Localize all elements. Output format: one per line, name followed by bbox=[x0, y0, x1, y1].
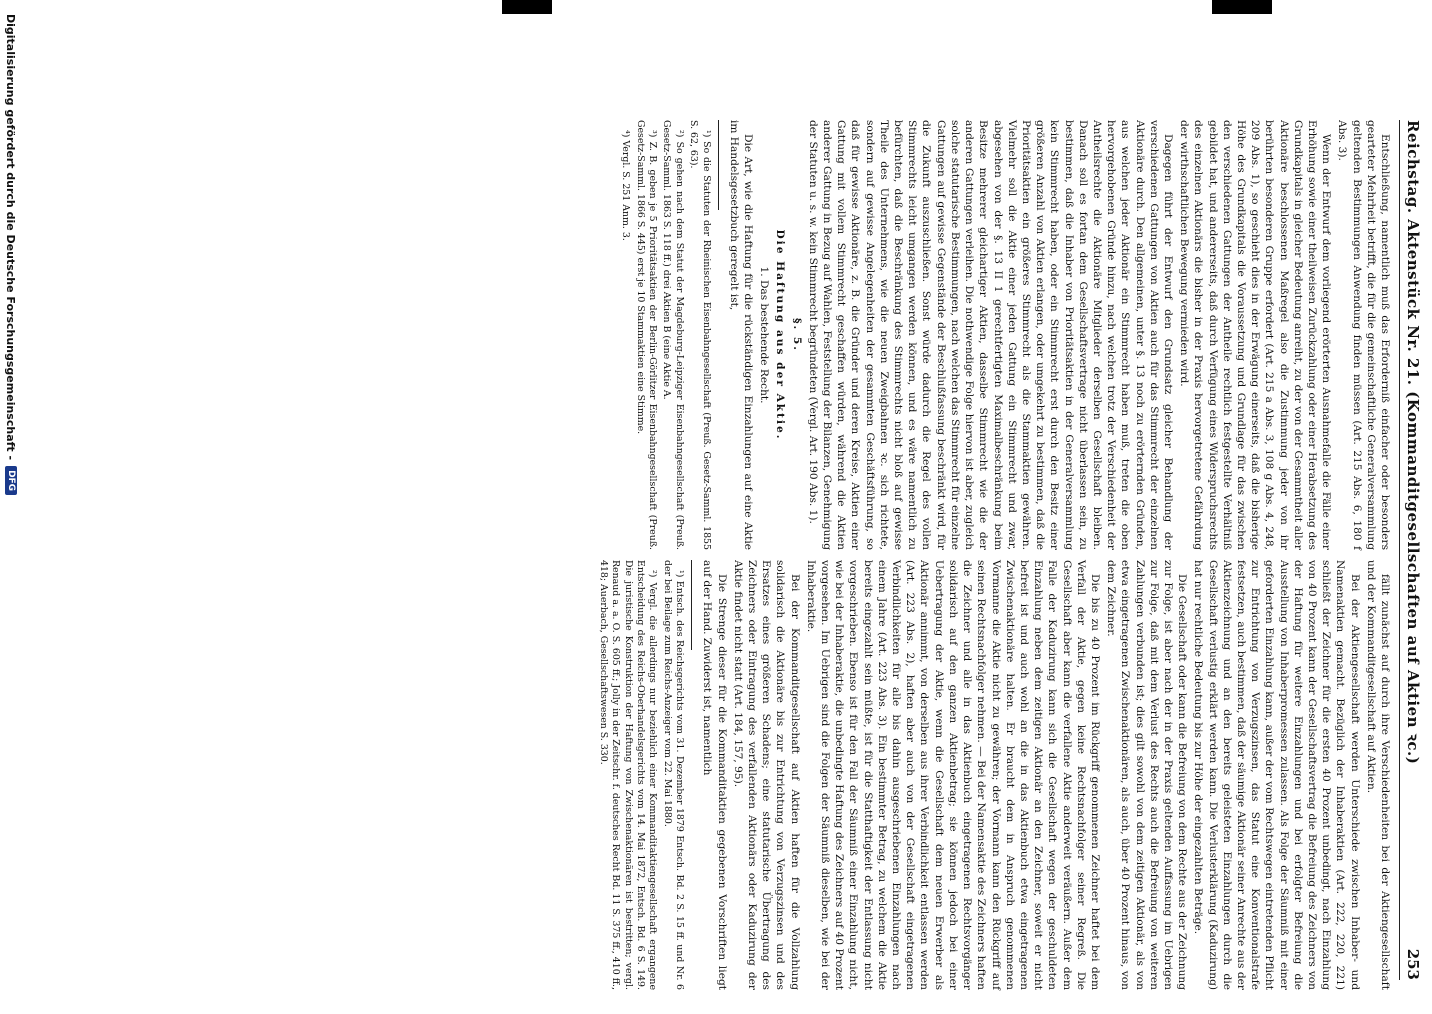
section-title: Die Haftung aus der Aktie. bbox=[774, 229, 787, 441]
dfg-logo: DFG bbox=[5, 466, 17, 495]
paragraph: Wenn der Entwurf dem vorliegend erörterten Ausnahmefalle die Fälle einer Erhöhung sowie einer theilweisen Zurückzahlung oder einer Herabsetzung des Grundkapitals in gleicher Bedeutung anreiht, zu der von der Gesammtheit aller Aktionäre beschlossenen Maßregel also die Zustimmung jeder von ihr berührten besonderen Gruppe erfordert (Art. 215 a Abs. 3, 108 g Abs. 4, 248, 209 Abs. 1), so geschieht dies in der Erwägung einerseits, daß die bisherige Höhe des Grundkapitals die Voraussetzung und Grundlage für das zwischen den verschiedenen Gattungen der Antheile rechtlich festgestellte Verhältniß gebildet hat, und andererseits, daß durch Verfügung eines Widerspruchsrechts des einzelnen Aktionärs die bisher in der Praxis hervorgetretene Gefährdung der wirthschaftlichen Bewegung vermieden wird. bbox=[1178, 120, 1333, 550]
footnote: ¹) So die Statuten der Rheinischen Eisenbahngesellschaft (Preuß. Gesetz-Samml. 1855 S. 62, 63). bbox=[688, 120, 712, 550]
footnote: ³) Z. B. geben je 5 Prioritätsaktien der Berlin-Görlitzer Eisenbahngesellschaft (Preuß. Gesetz-Samml. 1866 S. 445) erst je 10 Stammaktien eine Stimme. bbox=[634, 120, 659, 550]
footnote: ²) So gehen nach dem Statut der Magdeburg-Leipziger Eisenbahngesellschaft (Preuß. Gesetz-Samml. 1863 S. 118 ff.) drei Aktien B (eine Aktie A. bbox=[661, 120, 685, 550]
page-header bbox=[1399, 120, 1426, 980]
paragraph: Bei der Aktiengesellschaft werden Unterschiede zwischen Inhaber- und Namenaktien gemacht. Bezüglich der Inhaberaktien (Art. 222, 220, 221) schließt der Zeichner für die ersten 40 Prozent unbedingt, nach Einzahlung von 40 Prozent kann der Gesellschaftsvertrag die Befreiung des Zeichners von der Haftung für weitere Einzahlungen und bei erfolgter Befreiung die Ausstellung von Inhaberpromessen zulassen. Als Folge der Säumniß mit einer geforderten Einzahlung kann, außer der vom Rechtswegen eintretenden Pflicht zur Entrichtung von Verzugszinsen, das Statut eine Konventionalstrafe festsetzen, auch bestimmen, daß der säumige Aktionär seiner Anrechte aus der Aktienzeichnung und an den bereits geleisteten Einzahlungen durch die Gesellschaft verlustig erklärt werden kann. Die Verlusterklärung (Kaduzirung) hat nur rechtliche Bedeutung bis zur Höhe der eingezahlten Beträge. bbox=[1192, 560, 1361, 990]
paragraph: Die bis zu 40 Prozent im Rückgriff genommenen Zeichner haftet bei dem Verfall der Aktie, gegen keine Rechtsnachfolger seiner Regreß. Die Gesellschaft aber kann die verfallene Aktie anderweit veräußern. Außer dem Falle der Kaduzirung kann sich die Gesellschaft wegen der geschuldeten Einzahlung neben dem zeitigen Aktionär an den Zeichner, soweit er nicht befreit ist und auch wohl an die in das Aktienbuch etwa eingetragenen Zwischenaktionäre halten. Er braucht dem in Anspruch genommenen Vormanne die Aktie nicht zu gewähren; der Vormann kann den Rückgriff auf seinen Rechtsnachfolger nehmen. — Bei der Namensaktie des Zeichners haften die Zeichner und alle in das Aktienbuch eingetragenen Rechtsvorgänger solidarisch auf den ganzen Aktienbetrag; sie können jedoch bei einer Uebertragung der Aktie, wenn die Gesellschaft dem neuen Erwerber als Aktionär annimmt, von derselben aus ihrer Verbindlichkeit entlassen werden (Art. 223 Abs. 2), haften aber auch von der Gesellschaft eingetragenen Verbindlichkeiten für alle bis dahin ausgeschriebenen Einzahlungen nach einem Jahre (Art. 223 Abs. 3). Ein bestimmter Betrag, zu welchem die Aktie bereits eingezahlt sein müßte, ist für die Statthaftigkeit der Entlassung nicht vorgeschrieben. Ebenso ist für den Fall der Säumniß einer Einzahlung nicht, wie bei der Inhaberaktie, die unbedingte Haftung des Zeichners auf 40 Prozent vorgesehen. Im Uebrigen sind die Folgen der Säumniß dieselben, wie bei der Inhaberaktie. bbox=[804, 560, 1101, 990]
left-column bbox=[617, 120, 1392, 550]
section-heading: §. 5. bbox=[790, 318, 803, 352]
digitization-footer bbox=[2, 0, 20, 1014]
running-title: Reichstag. Aktenstück Nr. 21. (Kommanditgesellschaften auf Aktien ꝛc.) bbox=[1404, 120, 1422, 765]
scan-edge-mark bbox=[1212, 0, 1272, 14]
footnote-rule bbox=[691, 560, 692, 650]
paragraph: Entschließung, namentlich muß das Erforderniß einfacher oder besonders gearteter Mehrheit betrifft, die für die gemeinschaftliche Generalversammlung geltenden Bestimmungen Anwendung finden müssen (Art. 215 Abs. 6, 180 f Abs. 3). bbox=[1336, 120, 1391, 550]
paragraph: Dagegen führt der Entwurf den Grundsatz gleicher Behandlung der verschiedenen Gattungen von Aktien auch für das Stimmrecht der einzelnen Aktionäre durch. Den allgemeinen, unter §. 13 noch zu erörternden Gründen, aus welchen jeder Aktionär ein Stimmrecht haben muß, treten die oben hervorgehobenen Gründe hinzu, nach welchen trotz der Verschiedenheit der Antheilsrechte die Aktionäre Mitglieder derselben Gesellschaft bleiben. Danach soll es fortan dem Gesellschaftsvertrage nicht überlassen sein, zu bestimmen, daß die Inhaber von Prioritätsaktien in der Generalversammlung kein Stimmrecht haben, oder ein Stimmrecht erst durch den Besitz einer größeren Anzahl von Aktien erlangen, oder umgekehrt zu bestimmen, daß die Prioritätsaktien ein größeres Stimmrecht als die Stammaktien gewähren. Vielmehr soll die Aktie einer jeden Gattung ein Stimmrecht und zwar, abgesehen von der §. 13 II 1 gerechtfertigten Maximalbeschränkung beim Besitze mehrerer gleichartiger Aktien, dasselbe Stimmrecht wie die der anderen Gattungen verleihen. Die nothwendige Folge hiervon ist aber, zugleich solche statutarische Bestimmungen, nach welchen das Stimmrecht für einzelne Gattungen auf gewisse Gegenstände der Beschlußfassung beschränkt wird, für die Zukunft auszuschließen. Sonst würde dadurch die Regel des vollen Stimmrechts leicht umgangen werden können, und es wäre namentlich zu befürchten, daß die Beschränkung des Stimmrechts nicht bloß auf gewisse Theile des Unternehmens, wie die neuen Zweigbahnen ꝛc. sich richtete, sondern auf gewisse Angelegenheiten der gesammten Geschäftsführung, so daß für gewisse Aktionäre, z. B. die Gründer und deren Kreise, Aktien einer Gattung mit vollem Stimmrecht geschaffen würden, während die Aktien anderer Gattung in Bezug auf Wahlen, Feststellung der Bilanzen, Genehmigung der Statuten u. s. w. kein Stimmrecht begründeten (Vergl. Art. 190 Abs. 1). bbox=[806, 120, 1174, 550]
right-column bbox=[594, 560, 1392, 990]
paragraph: Die Art, wie die Haftung für die rückständigen Einzahlungen auf eine Aktie im Handelsgesetzbuch geregelt ist, bbox=[727, 120, 755, 550]
footnote-rule bbox=[718, 120, 719, 210]
footer-text: Digitalisierung gefördert durch die Deutsche Forschungsgemeinschaft - bbox=[4, 14, 18, 461]
footnote: ²) Vergl. die allerdings nur beziehlich einer Kommanditaktiengesellschaft ergangene Entscheidung des Reichs-Oberhandelsgerichts vom 14. Mai 1872, Entsch. Bd. 6 S. 149. Die juristische Konstruktion der Haftung von Zwischenaktionären ist bestritten; vergl. Renaud a. a. O. S. 605 ff.; Jolly in der Zeitschr. f. deutsches Recht Bd. 11 S. 375 ff., 410 ff., 418; Auerbach, Gesellschaftswesen S. 330. bbox=[597, 560, 659, 990]
subsection-title: 1. Das bestehende Recht. bbox=[758, 266, 771, 404]
paragraph: Die Strenge dieser für die Kommanditaktien gegebenen Vorschriften liegt auf der Hand. Zuwiderst ist, namentlich bbox=[701, 560, 728, 990]
footnotes bbox=[619, 120, 712, 550]
paragraph: fällt zunächst auf durch ihre Verschiedenheiten bei der Aktiengesellschaft und der Kommanditgesellschaft auf Aktien. bbox=[1364, 560, 1391, 990]
page-number: 253 bbox=[1404, 948, 1422, 980]
footnotes bbox=[596, 560, 685, 990]
paragraph: Die Gesellschaft oder kann die Befreiung von dem Rechte aus der Zeichnung zur Folge, ist aber nach der in der Praxis geltenden Auffassung im Uebrigen zur Folge, daß mit dem Verlust des Rechts auch die Befreiung von weiteren Zahlungen verbunden ist; dies gilt sowohl von dem zeitigen Aktionär, als von etwa eingetragenen Zwischenaktionären, als auch, über 40 Prozent hinaus, von dem Zeichner. bbox=[1105, 560, 1189, 990]
footnote: ¹) Entsch. des Reichsgerichts vom 31. Dezember 1879 Entsch. Bd. 2 S. 15 ff. und Nr. 6 der bei Beilage zum Reichs-Anzeiger vom 22. Mai 1880. bbox=[661, 560, 686, 990]
footnote: ⁴) Vergl. S. 251 Anm. 3. bbox=[620, 130, 632, 241]
scan-edge-mark bbox=[502, 0, 552, 14]
paragraph: Bei der Kommanditgesellschaft auf Aktien haften für die Vollzahlung solidarisch die Aktionäre bis zur Entrichtung von Verzugszinsen und des Ersatzes eines größeren Schadens; eine statutarische Übertragung des Zeichners oder Eintragung des verfallenden Aktionärs oder Kaduzirung der Aktie findet nicht statt (Art. 184, 157, 95). bbox=[731, 560, 801, 990]
